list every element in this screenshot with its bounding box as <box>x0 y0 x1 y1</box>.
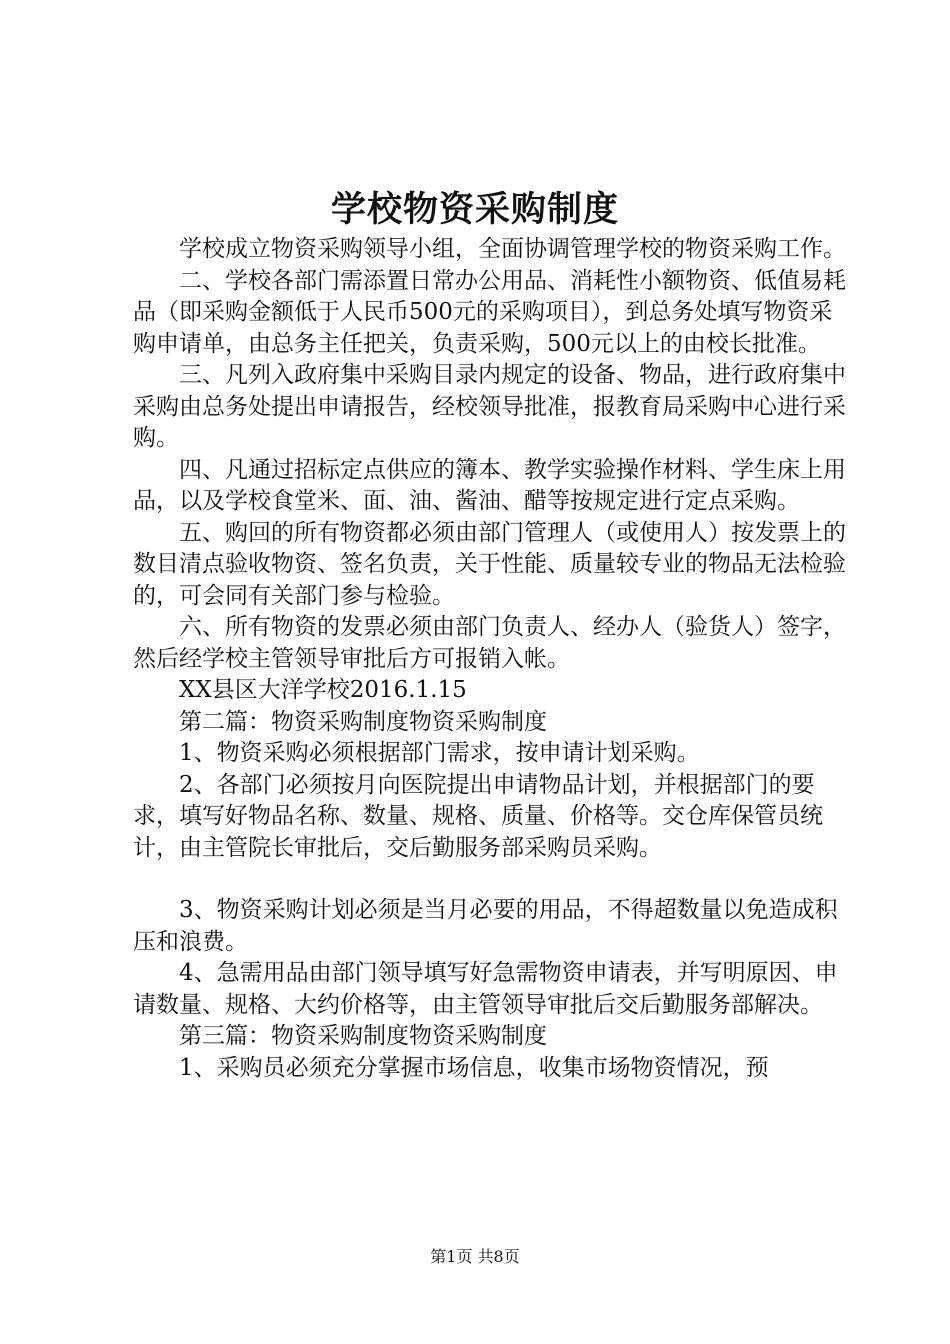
signature-line: XX县区大洋学校2016.1.15 <box>179 677 467 703</box>
paragraph-intro: 学校成立物资采购领导小组，全面协调管理学校的物资采购工作。 <box>179 236 846 262</box>
page-footer: 第1页 共8页 <box>430 1247 520 1266</box>
document-title: 学校物资采购制度 <box>330 189 619 230</box>
paragraph-item-3: 三、凡列入政府集中采购目录内规定的设备、物品，进行政府集中采购由总务处提出申请报告，经校领导批准，报教育局采购中心进行采购。 <box>133 362 846 451</box>
paragraph-item-4: 四、凡通过招标定点供应的簿本、教学实验操作材料、学生床上用品，以及学校食堂米、面、油、酱油、醋等按规定进行定点采购。 <box>133 456 846 514</box>
paragraph-s2-item-1: 1、物资采购必须根据部门需求，按申请计划采购。 <box>179 740 700 766</box>
document-body <box>133 234 853 1084</box>
section-heading-2: 第二篇：物资采购制度物资采购制度 <box>179 708 547 735</box>
paragraph-s3-item-1: 1、采购员必须充分掌握市场信息，收集市场物资情况，预 <box>179 1054 769 1081</box>
paragraph-item-2: 二、学校各部门需添置日常办公用品、消耗性小额物资、低值易耗品（即采购金额低于人民币500元的采购项目），到总务处填写物资采购申请单，由总务主任把关，负责采购，500元以上的由校长批准。 <box>133 267 846 357</box>
section-heading-3: 第三篇：物资采购制度物资采购制度 <box>179 1023 547 1049</box>
paragraph-s2-item-3: 3、物资采购计划必须是当月必要的用品，不得超数量以免造成积压和浪费。 <box>133 897 838 955</box>
paragraph-s2-item-2: 2、各部门必须按月向医院提出申请物品计划，并根据部门的要求，填写好物品名称、数量、规格、质量、价格等。交仓库保管员统计，由主管院长审批后，交后勤服务部采购员采购。 <box>133 771 823 861</box>
paragraph-item-5: 五、购回的所有物资都必须由部门管理人（或使用人）按发票上的数目清点验收物资、签名负责，关于性能、质量较专业的物品无法检验的，可会同有关部门参与检验。 <box>133 519 846 609</box>
paragraph-s2-item-4: 4、急需用品由部门领导填写好急需物资申请表，并写明原因、申请数量、规格、大约价格等，由主管领导审批后交后勤服务部解决。 <box>133 960 838 1018</box>
paragraph-item-6: 六、所有物资的发票必须由部门负责人、经办人（验货人）签字，然后经学校主管领导审批后方可报销入帐。 <box>133 614 846 672</box>
